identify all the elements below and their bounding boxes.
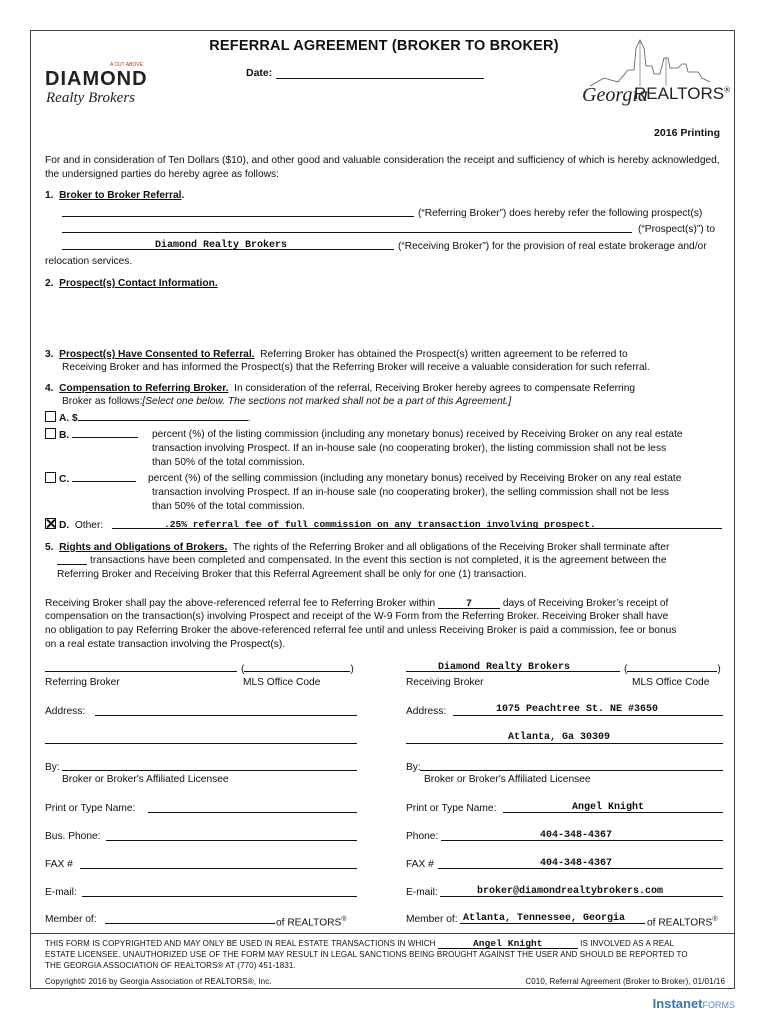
option-b-checkbox[interactable] bbox=[45, 428, 56, 439]
receiving-broker-label: Receiving Broker bbox=[406, 677, 484, 688]
prospect-contact-area[interactable] bbox=[62, 294, 722, 334]
right-member-label: Member of: bbox=[406, 914, 458, 925]
receiving-broker-value: Diamond Realty Brokers bbox=[155, 240, 288, 251]
right-address-value-1: 1075 Peachtree St. NE #3650 bbox=[496, 704, 659, 715]
right-print-name-value: Angel Knight bbox=[572, 802, 645, 813]
left-mls-paren: ( ) bbox=[241, 664, 354, 675]
section-4-instructions: Broker as follows:[Select one below. The sections not marked shall not be a part of this Agreement.] bbox=[62, 396, 512, 407]
section-5-text-3: Referring Broker and Receiving Broker that this Referral Agreement shall be only for one (1) transaction. bbox=[57, 569, 527, 580]
right-fax-value: 404-348-4367 bbox=[540, 858, 613, 869]
left-licensee-label: Broker or Broker's Affiliated Licensee bbox=[62, 774, 229, 785]
payment-line-4: on a real estate transaction involving the Prospect(s). bbox=[45, 639, 286, 650]
form-id-text: C010, Referral Agreement (Broker to Broker), 01/01/16 bbox=[525, 977, 725, 986]
receiving-broker-name-value: Diamond Realty Brokers bbox=[438, 662, 571, 673]
section-5-text-2: transactions have been completed and compensated. In the event this section is not completed, it is the agreement between the bbox=[90, 555, 667, 566]
option-d-row: D. Other: bbox=[45, 518, 725, 533]
right-address-value-2: Atlanta, Ga 30309 bbox=[508, 732, 611, 743]
option-a-amount-field[interactable] bbox=[78, 411, 248, 421]
section-1-heading: 1. Broker to Broker Referral. bbox=[45, 190, 185, 201]
section-1-line4: relocation services. bbox=[45, 256, 133, 267]
georgia-logo-text: Georgia bbox=[582, 84, 648, 106]
footer-divider bbox=[30, 933, 735, 934]
footer-line-3: THE GEORGIA ASSOCIATION OF REALTORS® AT (770) 451-1831. bbox=[45, 961, 296, 970]
section-5-heading: 5. Rights and Obligations of Brokers. The rights of the Referring Broker and all obligations of the Receiving Broker shall terminate after bbox=[45, 542, 670, 553]
option-b-text-2: transaction involving Prospect. If an in-house sale (no cooperating broker), the listing commission shall not be less bbox=[152, 443, 667, 454]
right-print-name-label: Print or Type Name: bbox=[406, 803, 497, 814]
section-4-heading: 4. Compensation to Referring Broker. In consideration of the referral, Receiving Broker hereby agrees to compensate Referring bbox=[45, 383, 636, 394]
option-b-percent-field[interactable] bbox=[72, 428, 138, 438]
copyright-text: Copyright© 2016 by Georgia Association of REALTORS®, Inc. bbox=[45, 977, 272, 986]
left-by-label: By: bbox=[45, 762, 60, 773]
intro-text: For and in consideration of Ten Dollars ($10), and other good and valuable consideration the receipt and sufficiency of which is hereby acknowledged, the undersigned parties do hereby agree as follows: bbox=[45, 155, 720, 180]
footer-licensee-field[interactable]: Angel Knight bbox=[438, 939, 578, 949]
left-phone-field[interactable] bbox=[106, 840, 357, 841]
option-a-checkbox[interactable] bbox=[45, 411, 56, 422]
right-mls-label: MLS Office Code bbox=[632, 677, 710, 688]
option-d-checkbox[interactable] bbox=[45, 518, 56, 529]
left-address-field-1[interactable] bbox=[95, 715, 357, 716]
left-phone-label: Bus. Phone: bbox=[45, 831, 101, 842]
date-field[interactable] bbox=[276, 78, 484, 79]
option-b-text-3: than 50% of the total commission. bbox=[152, 457, 305, 468]
page-title: REFERRAL AGREEMENT (BROKER TO BROKER) bbox=[209, 38, 559, 54]
option-c-text-3: than 50% of the total commission. bbox=[152, 501, 305, 512]
instanet-forms-logo: InstanetFORMS bbox=[652, 996, 735, 1011]
right-mls-field[interactable] bbox=[627, 662, 717, 672]
section-3-heading: 3. Prospect(s) Have Consented to Referral. Referring Broker has obtained the Prospect(s) written agreement to be referred to bbox=[45, 349, 628, 360]
left-member-field[interactable] bbox=[105, 923, 275, 924]
right-signature-field[interactable] bbox=[420, 770, 723, 771]
referring-broker-name-field[interactable] bbox=[45, 671, 237, 672]
payment-days-field[interactable]: 7 bbox=[438, 597, 500, 609]
date-label: Date: bbox=[246, 67, 273, 79]
right-by-label: By: bbox=[406, 762, 421, 773]
left-fax-field[interactable] bbox=[80, 868, 357, 869]
footer-line-2: ESTATE LICENSEE. UNAUTHORIZED USE OF THE FORM MAY RESULT IN LEGAL SANCTIONS BEING BROUGHT AGAINST THE USER AND SHOULD BE REPORTED TO bbox=[45, 950, 688, 959]
right-mls-paren: ( ) bbox=[624, 664, 721, 675]
left-signature-field[interactable] bbox=[62, 770, 357, 771]
footer-line-1: THIS FORM IS COPYRIGHTED AND MAY ONLY BE USED IN REAL ESTATE TRANSACTIONS IN WHICH Angel Knight IS INVOLVED AS A REAL bbox=[45, 938, 675, 949]
left-member-label: Member of: bbox=[45, 914, 97, 925]
option-b-row: B. bbox=[45, 428, 725, 443]
left-of-realtors: of REALTORS® bbox=[276, 916, 347, 929]
section-1-line2: (“Prospect(s)”) to bbox=[638, 224, 715, 235]
left-email-field[interactable] bbox=[82, 896, 357, 897]
right-phone-label: Phone: bbox=[406, 831, 439, 842]
logo-tagline: A CUT ABOVE bbox=[110, 62, 143, 68]
option-c-checkbox[interactable] bbox=[45, 472, 56, 483]
right-of-realtors: of REALTORS® bbox=[647, 916, 718, 929]
transactions-count-field[interactable] bbox=[57, 564, 87, 565]
prospect-field[interactable] bbox=[62, 232, 632, 233]
option-b-text-1: percent (%) of the listing commission (including any monetary bonus) received by Receiving Broker on any real estate bbox=[152, 429, 683, 440]
section-3-text: Receiving Broker and has informed the Prospect(s) that the Referring Broker will receive a valuable consideration for such referral. bbox=[62, 362, 650, 373]
left-mls-label: MLS Office Code bbox=[243, 677, 321, 688]
realtors-logo-text: REALTORS® bbox=[634, 84, 730, 103]
right-address-label: Address: bbox=[406, 706, 447, 717]
right-member-value: Atlanta, Tennessee, Georgia bbox=[463, 913, 626, 924]
payment-line-2: compensation on the transaction(s) involving Prospect and receipt of the W-9 Form from the Referring Broker. Receiving Broker shall have bbox=[45, 611, 669, 622]
printing-year: 2016 Printing bbox=[654, 127, 720, 139]
left-address-field-2[interactable] bbox=[45, 743, 357, 744]
left-print-name-label: Print or Type Name: bbox=[45, 803, 136, 814]
left-address-label: Address: bbox=[45, 706, 86, 717]
referring-broker-field[interactable] bbox=[62, 216, 414, 217]
left-print-name-field[interactable] bbox=[148, 812, 357, 813]
right-licensee-label: Broker or Broker's Affiliated Licensee bbox=[424, 774, 591, 785]
left-email-label: E-mail: bbox=[45, 887, 77, 898]
referring-broker-label: Referring Broker bbox=[45, 677, 120, 688]
payment-line-3: no obligation to pay Referring Broker the above-referenced referral fee until and unless Receiving Broker is paid a commission, fee or bonus bbox=[45, 625, 677, 636]
section-1-line3: (“Receiving Broker”) for the provision of real estate brokerage and/or bbox=[398, 241, 707, 252]
option-c-text-1: percent (%) of the selling commission (including any monetary bonus) received by Receiving Broker on any real estate bbox=[148, 473, 682, 484]
right-address-field-2[interactable] bbox=[406, 743, 723, 744]
right-fax-label: FAX # bbox=[406, 859, 434, 870]
right-phone-value: 404-348-4367 bbox=[540, 830, 613, 841]
option-d-value: .25% referral fee of full commission on any transaction involving prospect. bbox=[164, 519, 596, 530]
right-email-value: broker@diamondrealtybrokers.com bbox=[477, 886, 664, 897]
option-c-text-2: transaction involving Prospect. If an in-house sale (no cooperating broker), the selling commission shall not be less bbox=[152, 487, 670, 498]
diamond-logo: DIAMOND bbox=[45, 68, 148, 90]
option-c-row: C. bbox=[45, 472, 725, 487]
right-address-field-1[interactable] bbox=[453, 715, 723, 716]
left-fax-label: FAX # bbox=[45, 859, 73, 870]
section-1-line1: (“Referring Broker”) does hereby refer the following prospect(s) bbox=[418, 208, 703, 219]
option-c-percent-field[interactable] bbox=[72, 472, 136, 482]
payment-line-1: Receiving Broker shall pay the above-referenced referral fee to Referring Broker within 7 days of Receiving Broker’s receipt of bbox=[45, 598, 669, 610]
option-a-row: A. $ . bbox=[45, 411, 725, 426]
realty-brokers-logo: Realty Brokers bbox=[46, 90, 135, 106]
left-mls-field[interactable] bbox=[244, 662, 350, 672]
section-2-heading: 2. Prospect(s) Contact Information. bbox=[45, 278, 218, 289]
right-email-label: E-mail: bbox=[406, 887, 438, 898]
